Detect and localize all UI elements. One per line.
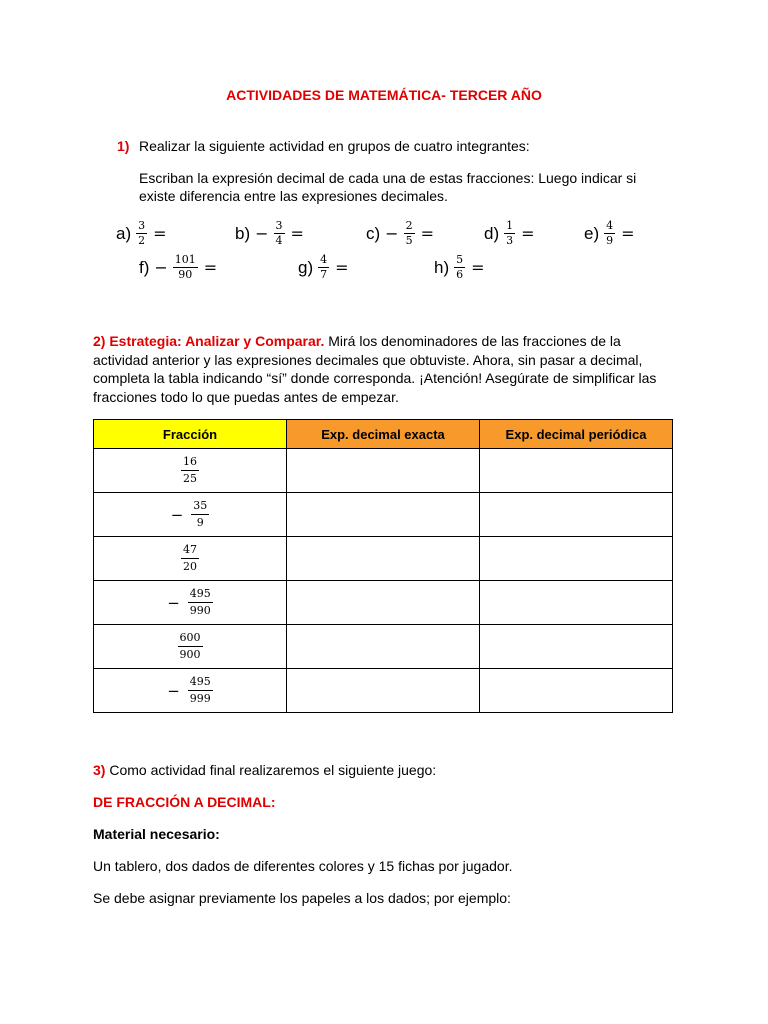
header-fraccion: Fracción bbox=[94, 420, 287, 449]
header-periodica: Exp. decimal periódica bbox=[480, 420, 673, 449]
exacta-cell[interactable] bbox=[287, 449, 480, 493]
periodica-cell[interactable] bbox=[480, 493, 673, 537]
fraction-item-f: f) − $\frac{101}{90}$ = bbox=[139, 253, 218, 281]
minus-sign: − bbox=[255, 224, 269, 243]
section1-instruction-2: existe diferencia entre las expresiones decimales. bbox=[139, 188, 448, 204]
strategy-heading: 2) Estrategia: Analizar y Comparar. bbox=[93, 333, 325, 349]
periodica-cell[interactable] bbox=[480, 669, 673, 713]
fraction-item-h: h) $\frac{5}{6}$ = bbox=[434, 253, 485, 281]
fraction-cell bbox=[94, 493, 287, 537]
section2-line-4: fracciones todo lo que puedas antes de empezar. bbox=[93, 388, 399, 405]
table-fraction: $\frac{600}{900}$ bbox=[179, 631, 201, 661]
fraction-item-d: d) $\frac{1}{3}$ = bbox=[484, 219, 535, 247]
fraction-cell bbox=[94, 669, 287, 713]
fraction-item-c: c) − $\frac{2}{5}$ = bbox=[366, 219, 434, 247]
periodica-cell[interactable] bbox=[480, 537, 673, 581]
header-exacta: Exp. decimal exacta bbox=[287, 420, 480, 449]
fraction-h: $\frac{5}{6}$ bbox=[456, 253, 464, 281]
section3-intro-line bbox=[93, 761, 436, 780]
fraction-g: $\frac{4}{7}$ bbox=[320, 253, 328, 281]
periodica-cell[interactable] bbox=[480, 449, 673, 493]
fraction-a: $\frac{3}{2}$ bbox=[138, 219, 146, 247]
section2-line-2: actividad anterior y las expresiones decimales que obtuviste. Ahora, sin pasar a decimal, bbox=[93, 351, 643, 368]
material-text: Un tablero, dos dados de diferentes colores y 15 fichas por jugador. bbox=[93, 858, 513, 874]
section2-line-1: 2) Estrategia: Analizar y Comparar. Mirá los denominadores de las fracciones de la bbox=[93, 333, 621, 349]
exacta-cell[interactable] bbox=[287, 625, 480, 669]
table-row bbox=[94, 493, 673, 537]
fraction-e: $\frac{4}{9}$ bbox=[606, 219, 614, 247]
fraction-c: $\frac{2}{5}$ bbox=[405, 219, 413, 247]
table-row bbox=[94, 581, 673, 625]
exacta-cell[interactable] bbox=[287, 581, 480, 625]
periodica-cell[interactable] bbox=[480, 581, 673, 625]
fraction-item-g: g) $\frac{4}{7}$ = bbox=[298, 253, 349, 281]
fraction-d: $\frac{1}{3}$ bbox=[506, 219, 514, 247]
fraction-cell bbox=[94, 625, 287, 669]
exacta-cell[interactable] bbox=[287, 537, 480, 581]
section1-number-text: 1) bbox=[117, 138, 130, 154]
table-fraction: $\frac{35}{9}$ bbox=[193, 499, 208, 529]
page-title: ACTIVIDADES DE MATEMÁTICA- TERCER AÑO bbox=[226, 87, 542, 103]
fraction-item-b: b) − $\frac{3}{4}$ = bbox=[235, 219, 304, 247]
section1-intro: Realizar la siguiente actividad en grupos de cuatro integrantes: bbox=[139, 138, 530, 154]
minus-sign: − bbox=[167, 681, 180, 700]
fraction-b: $\frac{3}{4}$ bbox=[275, 219, 283, 247]
section1-number bbox=[117, 137, 129, 156]
table-row bbox=[94, 669, 673, 713]
fraction-f: $\frac{101}{90}$ bbox=[174, 253, 196, 281]
minus-sign: − bbox=[170, 505, 184, 524]
fraction-cell bbox=[94, 581, 287, 625]
section3-number: 3) bbox=[93, 762, 106, 778]
section1-instruction-1: Escriban la expresión decimal de cada una de estas fracciones: Luego indicar si bbox=[139, 170, 637, 186]
fraction-cell bbox=[94, 537, 287, 581]
minus-sign: − bbox=[167, 593, 180, 612]
table-row bbox=[94, 449, 673, 493]
table-fraction: $\frac{495}{990}$ bbox=[189, 587, 211, 617]
fraction-item-e: e) $\frac{4}{9}$ = bbox=[584, 219, 635, 247]
assign-text: Se debe asignar previamente los papeles a los dados; por ejemplo: bbox=[93, 890, 511, 906]
fraction-item-a: a) $\frac{3}{2}$ = bbox=[116, 219, 167, 247]
table-header-row bbox=[94, 420, 673, 449]
section3-intro: Como actividad final realizaremos el siguiente juego: bbox=[105, 762, 437, 778]
table-row bbox=[94, 625, 673, 669]
section2-paragraph bbox=[93, 332, 693, 406]
table-row bbox=[94, 537, 673, 581]
table-fraction: $\frac{47}{20}$ bbox=[183, 543, 197, 573]
periodica-cell[interactable] bbox=[480, 625, 673, 669]
fraction-cell bbox=[94, 449, 287, 493]
game-title: DE FRACCIÓN A DECIMAL: bbox=[93, 794, 276, 810]
classification-table bbox=[93, 419, 673, 713]
minus-sign: − bbox=[385, 224, 399, 243]
exacta-cell[interactable] bbox=[287, 669, 480, 713]
minus-sign: − bbox=[154, 258, 168, 277]
section2-line-3: completa la tabla indicando “sí” donde corresponda. ¡Atención! Asegúrate de simplificar las bbox=[93, 370, 657, 386]
table-fraction: $\frac{495}{999}$ bbox=[189, 675, 211, 705]
table-fraction: $\frac{16}{25}$ bbox=[183, 455, 197, 485]
material-heading: Material necesario: bbox=[93, 826, 220, 842]
exacta-cell[interactable] bbox=[287, 493, 480, 537]
